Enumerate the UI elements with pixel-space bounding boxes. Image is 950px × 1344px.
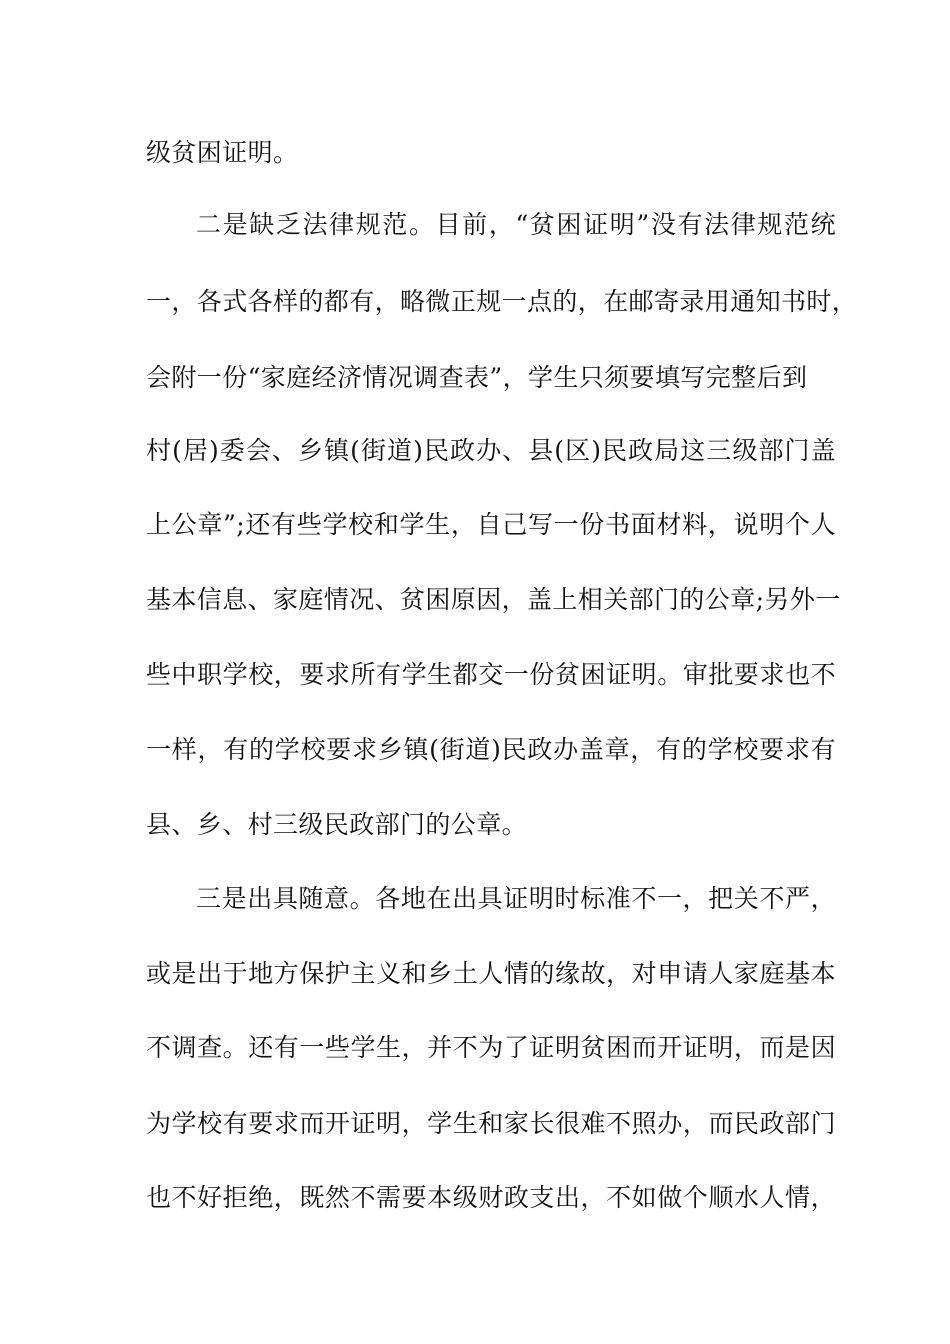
paragraph-line: 一样，有的学校要求乡镇(街道)民政办盖章，有的学校要求有: [146, 735, 836, 764]
paragraph-line: 一，各式各样的都有，略微正规一点的，在邮寄录用通知书时，: [146, 287, 858, 316]
paragraph-line: 上公章”;还有些学校和学生，自己写一份书面材料，说明个人: [146, 510, 836, 539]
paragraph-line: 级贫困证明。: [146, 138, 299, 167]
paragraph-line: 不调查。还有一些学生，并不为了证明贫困而开证明，而是因: [146, 1033, 836, 1062]
paragraph-line: 也不好拒绝，既然不需要本级财政支出，不如做个顺水人情，: [146, 1183, 836, 1212]
paragraph-line: 村(居)委会、乡镇(街道)民政办、县(区)民政局这三级部门盖: [146, 436, 836, 465]
paragraph-line: 些中职学校，要求所有学生都交一份贫困证明。审批要求也不: [146, 660, 836, 689]
paragraph-line: 基本信息、家庭情况、贫困原因，盖上相关部门的公章;另外一: [146, 585, 841, 614]
paragraph-line: 为学校有要求而开证明，学生和家长很难不照办，而民政部门: [146, 1109, 836, 1138]
paragraph-line: 或是出于地方保护主义和乡土人情的缘故，对申请人家庭基本: [146, 959, 836, 988]
paragraph-line: 县、乡、村三级民政部门的公章。: [146, 810, 528, 839]
paragraph-line: 三是出具随意。各地在出具证明时标准不一，把关不严，: [196, 884, 836, 913]
paragraph-line: 二是缺乏法律规范。目前，“贫困证明”没有法律规范统: [196, 210, 836, 239]
paragraph-line: 会附一份“家庭经济情况调查表”，学生只须要填写完整后到: [146, 363, 808, 392]
